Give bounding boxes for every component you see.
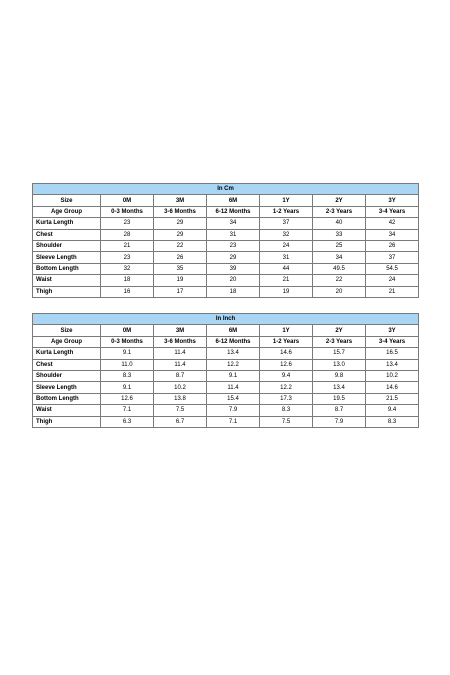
measurement-value: 42 xyxy=(366,218,419,229)
measurement-value: 12.6 xyxy=(260,359,313,370)
age-group-cell: 3-6 Months xyxy=(154,336,207,347)
measurement-value: 28 xyxy=(101,229,154,240)
measurement-label: Kurta Length xyxy=(33,348,101,359)
measurement-label: Bottom Length xyxy=(33,263,101,274)
age-group-cell: 6-12 Months xyxy=(207,336,260,347)
size-header-cell: 1Y xyxy=(260,195,313,206)
measurement-value: 21 xyxy=(101,240,154,251)
size-header-cell: 0M xyxy=(101,195,154,206)
measurement-label: Bottom Length xyxy=(33,393,101,404)
table-row xyxy=(33,416,419,427)
size-header-cell: 0M xyxy=(101,325,154,336)
measurement-value: 8.7 xyxy=(313,405,366,416)
measurement-label: Shoulder xyxy=(33,370,101,381)
measurement-value: 13.8 xyxy=(154,393,207,404)
measurement-value: 23 xyxy=(101,218,154,229)
table-row xyxy=(33,393,419,404)
measurement-value: 13.4 xyxy=(207,348,260,359)
measurement-value: 32 xyxy=(101,263,154,274)
measurement-value: 31 xyxy=(207,229,260,240)
age-group-cell: 0-3 Months xyxy=(101,336,154,347)
measurement-value: 9.1 xyxy=(207,370,260,381)
measurement-value: 21.5 xyxy=(366,393,419,404)
measurement-value: 10.2 xyxy=(154,382,207,393)
measurement-value: 9.4 xyxy=(366,405,419,416)
size-chart-cm-body xyxy=(33,184,419,298)
measurement-label: Thigh xyxy=(33,416,101,427)
measurement-value: 16.5 xyxy=(366,348,419,359)
table-row xyxy=(33,382,419,393)
size-chart-inch-table xyxy=(32,313,419,428)
measurement-value: 13.0 xyxy=(313,359,366,370)
measurement-value: 6.7 xyxy=(154,416,207,427)
age-group-row xyxy=(33,336,419,347)
age-group-cell: 0-3 Months xyxy=(101,206,154,217)
measurement-value: 11.4 xyxy=(207,382,260,393)
age-group-cell: 2-3 Years xyxy=(313,206,366,217)
measurement-value: 34 xyxy=(207,218,260,229)
measurement-value: 22 xyxy=(154,240,207,251)
measurement-label: Sleeve Length xyxy=(33,252,101,263)
measurement-value: 29 xyxy=(154,218,207,229)
measurement-value: 13.4 xyxy=(366,359,419,370)
measurement-value: 14.6 xyxy=(366,382,419,393)
size-header-cell: 6M xyxy=(207,195,260,206)
measurement-value: 17.3 xyxy=(260,393,313,404)
measurement-value: 21 xyxy=(366,286,419,297)
size-header-row xyxy=(33,195,419,206)
measurement-value: 15.4 xyxy=(207,393,260,404)
size-header-cell: 6M xyxy=(207,325,260,336)
measurement-value: 49.5 xyxy=(313,263,366,274)
measurement-value: 32 xyxy=(260,229,313,240)
measurement-label: Chest xyxy=(33,229,101,240)
measurement-value: 8.3 xyxy=(101,370,154,381)
measurement-value: 23 xyxy=(101,252,154,263)
measurement-value: 44 xyxy=(260,263,313,274)
measurement-value: 16 xyxy=(101,286,154,297)
measurement-label: Sleeve Length xyxy=(33,382,101,393)
size-header-cell: 3M xyxy=(154,195,207,206)
measurement-value: 7.5 xyxy=(260,416,313,427)
measurement-value: 7.5 xyxy=(154,405,207,416)
measurement-value: 23 xyxy=(207,240,260,251)
measurement-value: 37 xyxy=(260,218,313,229)
measurement-value: 35 xyxy=(154,263,207,274)
size-chart-cm-table xyxy=(32,183,419,298)
measurement-value: 20 xyxy=(313,286,366,297)
measurement-value: 8.3 xyxy=(366,416,419,427)
measurement-label: Shoulder xyxy=(33,240,101,251)
measurement-value: 12.2 xyxy=(207,359,260,370)
measurement-value: 7.9 xyxy=(207,405,260,416)
age-group-label: Age Group xyxy=(33,206,101,217)
measurement-value: 14.6 xyxy=(260,348,313,359)
measurement-value: 19.5 xyxy=(313,393,366,404)
age-group-cell: 6-12 Months xyxy=(207,206,260,217)
measurement-value: 11.0 xyxy=(101,359,154,370)
measurement-value: 22 xyxy=(313,275,366,286)
measurement-value: 6.3 xyxy=(101,416,154,427)
measurement-value: 15.7 xyxy=(313,348,366,359)
age-group-cell: 2-3 Years xyxy=(313,336,366,347)
size-label: Size xyxy=(33,195,101,206)
measurement-value: 11.4 xyxy=(154,359,207,370)
measurement-value: 11.4 xyxy=(154,348,207,359)
size-header-row xyxy=(33,325,419,336)
measurement-value: 19 xyxy=(260,286,313,297)
age-group-cell: 3-4 Years xyxy=(366,206,419,217)
measurement-value: 13.4 xyxy=(313,382,366,393)
size-label: Size xyxy=(33,325,101,336)
age-group-cell: 1-2 Years xyxy=(260,206,313,217)
measurement-value: 24 xyxy=(366,275,419,286)
measurement-value: 29 xyxy=(154,229,207,240)
measurement-value: 8.3 xyxy=(260,405,313,416)
measurement-value: 40 xyxy=(313,218,366,229)
size-chart-inch-body xyxy=(33,314,419,428)
size-header-cell: 2Y xyxy=(313,325,366,336)
measurement-value: 25 xyxy=(313,240,366,251)
table-row xyxy=(33,275,419,286)
measurement-value: 20 xyxy=(207,275,260,286)
measurement-value: 18 xyxy=(207,286,260,297)
size-header-cell: 1Y xyxy=(260,325,313,336)
measurement-value: 12.6 xyxy=(101,393,154,404)
measurement-value: 21 xyxy=(260,275,313,286)
age-group-cell: 1-2 Years xyxy=(260,336,313,347)
measurement-value: 26 xyxy=(154,252,207,263)
measurement-value: 26 xyxy=(366,240,419,251)
measurement-value: 7.1 xyxy=(207,416,260,427)
measurement-label: Chest xyxy=(33,359,101,370)
measurement-value: 7.9 xyxy=(313,416,366,427)
measurement-label: Waist xyxy=(33,275,101,286)
age-group-cell: 3-6 Months xyxy=(154,206,207,217)
table-row xyxy=(33,240,419,251)
measurement-value: 19 xyxy=(154,275,207,286)
measurement-value: 12.2 xyxy=(260,382,313,393)
measurement-value: 29 xyxy=(207,252,260,263)
measurement-value: 7.1 xyxy=(101,405,154,416)
table-title-row xyxy=(33,314,419,325)
table-title-row xyxy=(33,184,419,195)
table-row xyxy=(33,286,419,297)
measurement-label: Thigh xyxy=(33,286,101,297)
measurement-value: 39 xyxy=(207,263,260,274)
measurement-value: 31 xyxy=(260,252,313,263)
table-row xyxy=(33,263,419,274)
measurement-value: 10.2 xyxy=(366,370,419,381)
table-row xyxy=(33,229,419,240)
size-header-cell: 3Y xyxy=(366,195,419,206)
measurement-value: 18 xyxy=(101,275,154,286)
measurement-value: 17 xyxy=(154,286,207,297)
measurement-value: 24 xyxy=(260,240,313,251)
age-group-row xyxy=(33,206,419,217)
size-header-cell: 2Y xyxy=(313,195,366,206)
measurement-value: 34 xyxy=(366,229,419,240)
measurement-label: Waist xyxy=(33,405,101,416)
table-title: In Cm xyxy=(33,184,419,195)
table-row xyxy=(33,252,419,263)
age-group-cell: 3-4 Years xyxy=(366,336,419,347)
table-title: In Inch xyxy=(33,314,419,325)
size-header-cell: 3Y xyxy=(366,325,419,336)
measurement-value: 8.7 xyxy=(154,370,207,381)
table-row xyxy=(33,370,419,381)
table-row xyxy=(33,359,419,370)
size-header-cell: 3M xyxy=(154,325,207,336)
age-group-label: Age Group xyxy=(33,336,101,347)
table-row xyxy=(33,348,419,359)
measurement-value: 9.1 xyxy=(101,382,154,393)
measurement-value: 33 xyxy=(313,229,366,240)
measurement-value: 9.1 xyxy=(101,348,154,359)
measurement-value: 9.4 xyxy=(260,370,313,381)
measurement-value: 9.8 xyxy=(313,370,366,381)
measurement-value: 34 xyxy=(313,252,366,263)
table-row xyxy=(33,405,419,416)
measurement-value: 37 xyxy=(366,252,419,263)
measurement-label: Kurta Length xyxy=(33,218,101,229)
measurement-value: 54.5 xyxy=(366,263,419,274)
table-row xyxy=(33,218,419,229)
